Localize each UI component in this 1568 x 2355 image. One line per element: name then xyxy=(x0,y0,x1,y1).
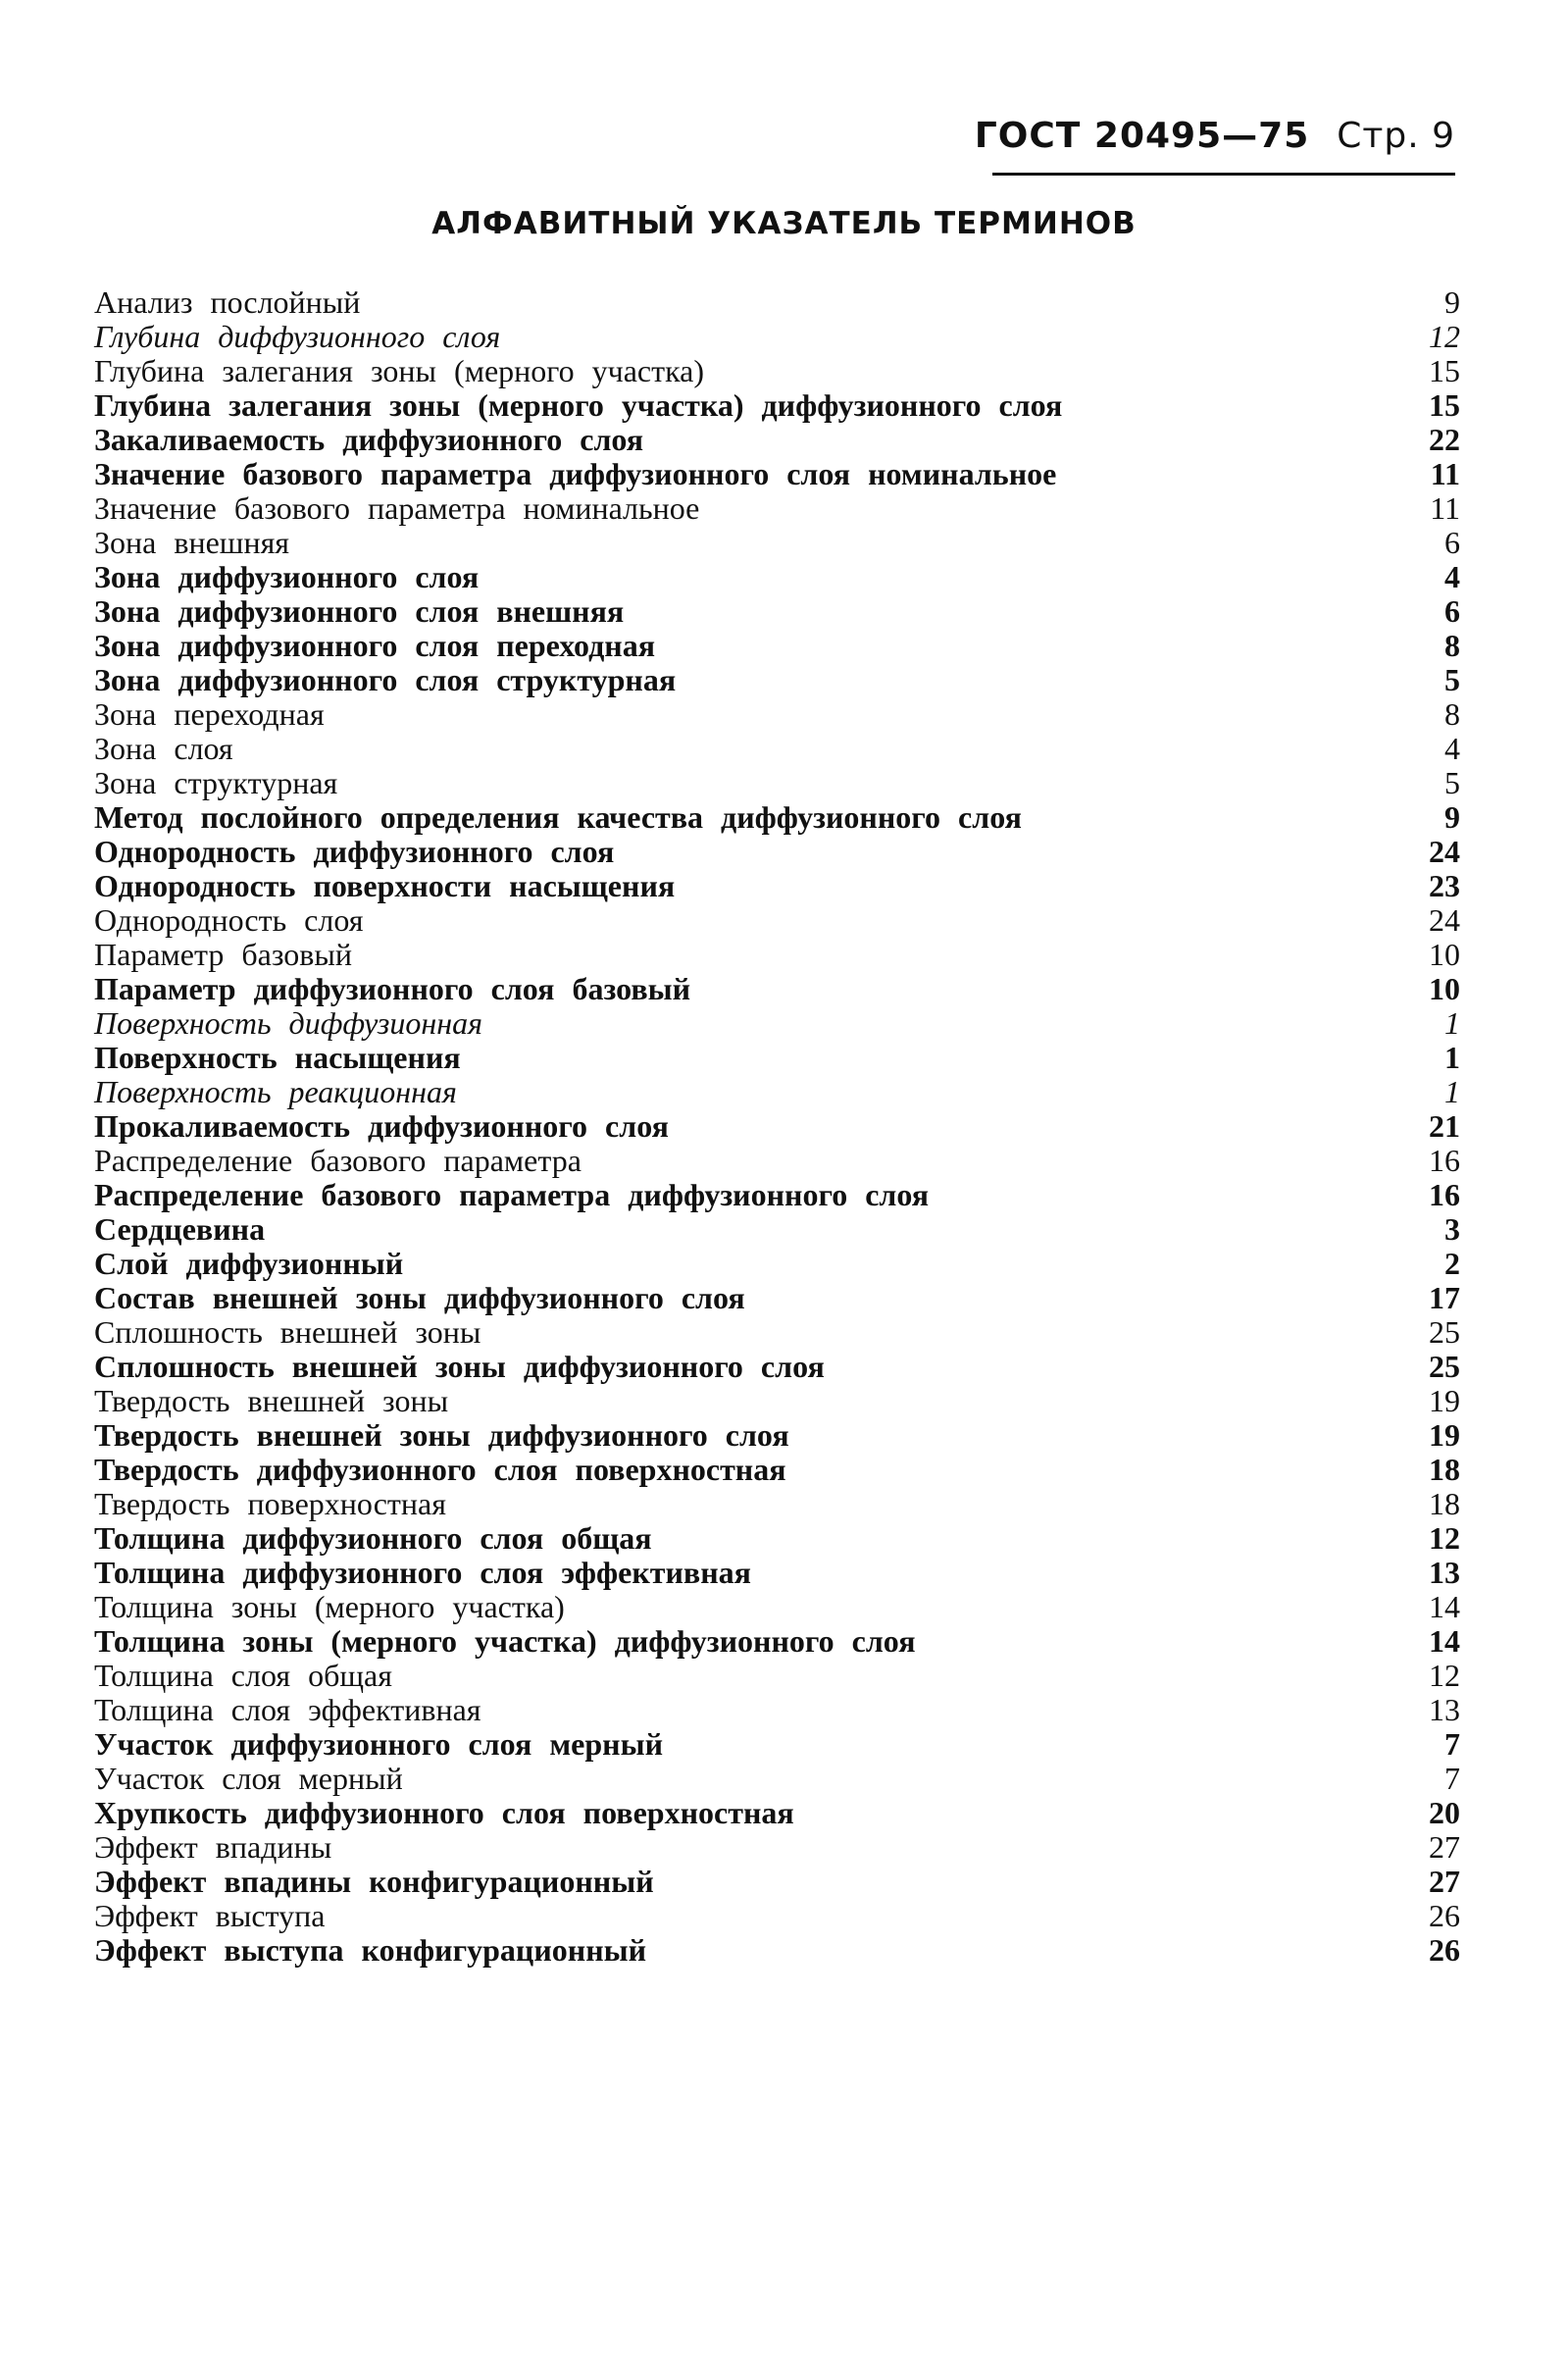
index-entry xyxy=(94,1144,1460,1178)
index-page-number: 3 xyxy=(1444,1211,1460,1247)
term-index-list xyxy=(94,285,1460,1968)
index-term: Толщина зоны (мерного участка) xyxy=(94,1589,565,1624)
index-page-number: 23 xyxy=(1429,868,1460,903)
index-entry xyxy=(94,1350,1460,1384)
index-entry xyxy=(94,1041,1460,1075)
index-page-number: 20 xyxy=(1429,1795,1460,1830)
index-page-number: 26 xyxy=(1429,1932,1460,1968)
index-entry xyxy=(94,869,1460,903)
index-term: Поверхность насыщения xyxy=(94,1040,461,1075)
index-entry xyxy=(94,1933,1460,1968)
index-page-number: 11 xyxy=(1430,456,1460,491)
index-term: Анализ послойный xyxy=(94,284,361,320)
index-page-number: 18 xyxy=(1429,1486,1460,1521)
index-entry xyxy=(94,1315,1460,1350)
index-entry xyxy=(94,1865,1460,1899)
index-term: Прокаливаемость диффузионного слоя xyxy=(94,1108,669,1144)
index-term: Распределение базового параметра диффузионного слоя xyxy=(94,1177,930,1212)
index-page-number: 1 xyxy=(1444,1005,1460,1041)
index-term: Поверхность реакционная xyxy=(94,1074,457,1109)
page-title: АЛФАВИТНЫЙ УКАЗАТЕЛЬ ТЕРМИНОВ xyxy=(431,206,1137,241)
index-entry xyxy=(94,1075,1460,1109)
index-page-number: 9 xyxy=(1444,284,1460,320)
index-page-number: 8 xyxy=(1444,628,1460,663)
index-page-number: 6 xyxy=(1444,525,1460,560)
index-page-number: 19 xyxy=(1429,1383,1460,1418)
index-term: Однородность диффузионного слоя xyxy=(94,834,615,869)
index-term: Твердость поверхностная xyxy=(94,1486,446,1521)
index-page-number: 17 xyxy=(1429,1280,1460,1315)
index-page-number: 6 xyxy=(1444,593,1460,629)
index-page-number: 27 xyxy=(1429,1829,1460,1865)
index-entry xyxy=(94,1693,1460,1727)
index-page-number: 12 xyxy=(1429,1520,1460,1556)
index-page-number: 16 xyxy=(1429,1143,1460,1178)
index-term: Значение базового параметра диффузионного слоя номинальное xyxy=(94,456,1057,491)
index-entry xyxy=(94,1556,1460,1590)
index-entry xyxy=(94,972,1460,1006)
index-term: Зона диффузионного слоя структурная xyxy=(94,662,677,697)
index-page-number: 7 xyxy=(1444,1726,1460,1762)
index-entry xyxy=(94,1384,1460,1418)
index-term: Толщина слоя общая xyxy=(94,1658,392,1693)
index-term: Толщина слоя эффективная xyxy=(94,1692,481,1727)
index-entry xyxy=(94,1796,1460,1830)
index-page-number: 25 xyxy=(1429,1349,1460,1384)
index-page-number: 14 xyxy=(1429,1589,1460,1624)
index-entry xyxy=(94,1487,1460,1521)
index-page-number: 12 xyxy=(1429,1658,1460,1693)
index-term: Толщина диффузионного слоя общая xyxy=(94,1520,652,1556)
index-entry xyxy=(94,1727,1460,1762)
index-term: Твердость диффузионного слоя поверхностная xyxy=(94,1452,786,1487)
index-entry xyxy=(94,1624,1460,1659)
index-entry xyxy=(94,938,1460,972)
index-entry xyxy=(94,1899,1460,1933)
index-term: Сплошность внешней зоны xyxy=(94,1314,481,1350)
index-entry xyxy=(94,1659,1460,1693)
index-page-number: 8 xyxy=(1444,696,1460,732)
index-term: Зона переходная xyxy=(94,696,325,732)
index-page-number: 21 xyxy=(1429,1108,1460,1144)
index-term: Толщина диффузионного слоя эффективная xyxy=(94,1555,751,1590)
index-entry xyxy=(94,1453,1460,1487)
index-page-number: 13 xyxy=(1429,1692,1460,1727)
standard-number: ГОСТ 20495—75 xyxy=(974,116,1310,156)
index-entry xyxy=(94,766,1460,800)
index-term: Глубина залегания зоны (мерного участка) диффузионного слоя xyxy=(94,387,1063,423)
index-term: Распределение базового параметра xyxy=(94,1143,582,1178)
index-page-number: 24 xyxy=(1429,834,1460,869)
index-term: Зона диффузионного слоя внешняя xyxy=(94,593,625,629)
index-page-number: 27 xyxy=(1429,1864,1460,1899)
index-entry xyxy=(94,526,1460,560)
index-entry xyxy=(94,1590,1460,1624)
index-entry xyxy=(94,1247,1460,1281)
index-term: Эффект выступа xyxy=(94,1898,326,1933)
index-page-number: 10 xyxy=(1429,971,1460,1006)
index-term: Состав внешней зоны диффузионного слоя xyxy=(94,1280,745,1315)
index-term: Однородность слоя xyxy=(94,902,364,938)
index-term: Значение базового параметра номинальное xyxy=(94,490,700,526)
index-page-number: 15 xyxy=(1429,353,1460,388)
index-page-number: 16 xyxy=(1429,1177,1460,1212)
index-entry xyxy=(94,629,1460,663)
index-page-number: 25 xyxy=(1429,1314,1460,1350)
index-page-number: 15 xyxy=(1429,387,1460,423)
index-entry xyxy=(94,354,1460,388)
index-page-number: 19 xyxy=(1429,1417,1460,1453)
index-term: Закаливаемость диффузионного слоя xyxy=(94,422,644,457)
index-term: Зона слоя xyxy=(94,731,233,766)
index-term: Твердость внешней зоны xyxy=(94,1383,449,1418)
index-entry xyxy=(94,1418,1460,1453)
index-page-number: 11 xyxy=(1430,490,1460,526)
index-entry xyxy=(94,835,1460,869)
index-entry xyxy=(94,1830,1460,1865)
index-entry xyxy=(94,320,1460,354)
index-page-number: 5 xyxy=(1444,662,1460,697)
index-term: Эффект впадины конфигурационный xyxy=(94,1864,654,1899)
index-entry xyxy=(94,663,1460,697)
index-term: Однородность поверхности насыщения xyxy=(94,868,676,903)
index-page-number: 14 xyxy=(1429,1623,1460,1659)
index-page-number: 1 xyxy=(1444,1040,1460,1075)
index-entry xyxy=(94,1109,1460,1144)
header-rule xyxy=(992,173,1455,176)
index-term: Толщина зоны (мерного участка) диффузионного слоя xyxy=(94,1623,916,1659)
index-term: Параметр базовый xyxy=(94,937,353,972)
index-page-number: 1 xyxy=(1444,1074,1460,1109)
index-term: Параметр диффузионного слоя базовый xyxy=(94,971,691,1006)
index-page-number: 9 xyxy=(1444,799,1460,835)
index-page-number: 10 xyxy=(1429,937,1460,972)
index-term: Зона структурная xyxy=(94,765,338,800)
index-term: Поверхность диффузионная xyxy=(94,1005,482,1041)
index-term: Зона диффузионного слоя переходная xyxy=(94,628,655,663)
index-page-number: 13 xyxy=(1429,1555,1460,1590)
index-page-number: 12 xyxy=(1429,319,1460,354)
index-entry xyxy=(94,1212,1460,1247)
index-term: Глубина диффузионного слоя xyxy=(94,319,501,354)
index-page-number: 5 xyxy=(1444,765,1460,800)
index-term: Участок диффузионного слоя мерный xyxy=(94,1726,663,1762)
index-entry xyxy=(94,457,1460,491)
index-term: Участок слоя мерный xyxy=(94,1761,403,1796)
index-term: Слой диффузионный xyxy=(94,1246,404,1281)
index-page-number: 18 xyxy=(1429,1452,1460,1487)
index-entry xyxy=(94,388,1460,423)
index-entry xyxy=(94,697,1460,732)
index-entry xyxy=(94,903,1460,938)
page-number: Стр. 9 xyxy=(1337,116,1455,156)
index-entry xyxy=(94,560,1460,594)
index-page-number: 2 xyxy=(1444,1246,1460,1281)
index-entry xyxy=(94,594,1460,629)
index-page-number: 22 xyxy=(1429,422,1460,457)
running-header xyxy=(975,116,1455,156)
index-entry xyxy=(94,1521,1460,1556)
index-term: Эффект выступа конфигурационный xyxy=(94,1932,647,1968)
index-page-number: 7 xyxy=(1444,1761,1460,1796)
index-page-number: 4 xyxy=(1444,559,1460,594)
index-entry xyxy=(94,732,1460,766)
index-term: Сердцевина xyxy=(94,1211,266,1247)
index-page-number: 24 xyxy=(1429,902,1460,938)
index-term: Твердость внешней зоны диффузионного слоя xyxy=(94,1417,789,1453)
index-entry xyxy=(94,1762,1460,1796)
index-page-number: 26 xyxy=(1429,1898,1460,1933)
index-entry xyxy=(94,1178,1460,1212)
index-term: Эффект впадины xyxy=(94,1829,332,1865)
index-entry xyxy=(94,1006,1460,1041)
index-entry xyxy=(94,491,1460,526)
index-entry xyxy=(94,1281,1460,1315)
index-page-number: 4 xyxy=(1444,731,1460,766)
index-entry xyxy=(94,423,1460,457)
index-term: Глубина залегания зоны (мерного участка) xyxy=(94,353,705,388)
index-term: Хрупкость диффузионного слоя поверхностная xyxy=(94,1795,794,1830)
index-term: Сплошность внешней зоны диффузионного слоя xyxy=(94,1349,825,1384)
index-term: Зона диффузионного слоя xyxy=(94,559,480,594)
index-entry xyxy=(94,285,1460,320)
index-term: Зона внешняя xyxy=(94,525,289,560)
index-entry xyxy=(94,800,1460,835)
index-term: Метод послойного определения качества диффузионного слоя xyxy=(94,799,1022,835)
